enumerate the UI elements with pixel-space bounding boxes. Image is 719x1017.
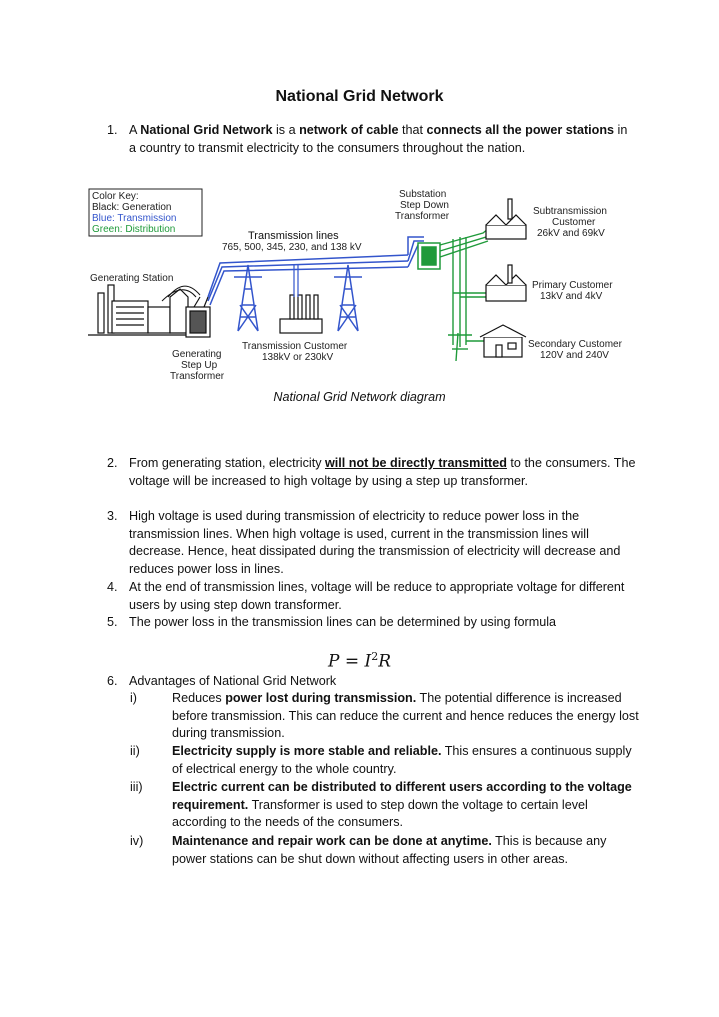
subtransmission-label-2: Customer: [552, 217, 596, 228]
list-item-2: [107, 455, 637, 490]
transmission-tower-1: [234, 265, 262, 331]
advantage-text: Reduces power lost during transmission. The potential difference is increased before transmission. This can reduce the current and hence reduces the energy lost during transmission.: [172, 691, 639, 740]
page-title: National Grid Network: [275, 88, 444, 105]
list-text: A National Grid Network is a network of cable that connects all the power stations in a country to transmit electricity to the consumers throughout the nation.: [129, 123, 628, 155]
roman-number: ii): [130, 744, 140, 758]
list-number: 5.: [107, 615, 118, 629]
roman-number: iv): [130, 834, 144, 848]
transmission-customer-voltage: 138kV or 230kV: [262, 352, 334, 363]
advantage-item-1: [130, 690, 640, 743]
step-up-label-2: Step Up: [181, 360, 218, 371]
power-loss-formula: $P = I^2R$: [327, 650, 392, 672]
list-text: At the end of transmission lines, voltage will be reduce to appropriate voltage for different users by using step down transformer.: [129, 580, 625, 612]
primary-customer-voltage: 13kV and 4kV: [540, 291, 603, 302]
step-up-label-1: Generating: [172, 349, 222, 360]
distribution-lines: [440, 229, 488, 361]
list-item-5: [107, 614, 637, 632]
color-key-blue: Blue: Transmission: [92, 213, 177, 224]
primary-customer-building-icon: [486, 265, 526, 301]
transmission-customer-factory-icon: [280, 295, 322, 333]
list-number: 3.: [107, 509, 118, 523]
list-number: 4.: [107, 580, 118, 594]
substation-label-1: Substation: [399, 189, 447, 200]
step-up-label-3: Transformer: [170, 371, 225, 382]
secondary-customer-label: Secondary Customer: [528, 339, 622, 350]
list-text: From generating station, electricity will not be directly transmitted to the consumers. The voltage will be increased to high voltage by using a step up transformer.: [129, 456, 636, 488]
generating-station-label: Generating Station: [90, 273, 174, 284]
secondary-customer-voltage: 120V and 240V: [540, 350, 609, 361]
voltages-label: 765, 500, 345, 230, and 138 kV: [222, 242, 362, 253]
advantage-item-2: [130, 743, 640, 778]
color-key-title: Color Key:: [92, 191, 139, 202]
subtransmission-label-3: 26kV and 69kV: [537, 228, 605, 239]
list-number: 6.: [107, 674, 118, 688]
list-text: Advantages of National Grid Network: [129, 674, 337, 688]
advantage-item-3: [130, 779, 640, 832]
advantage-text: Maintenance and repair work can be done at anytime. This is because any power stations can be shut down without affecting users in other areas.: [172, 834, 607, 866]
list-item-1: [107, 122, 637, 157]
advantage-text: Electric current can be distributed to different users according to the voltage requirement. Transformer is used to step down the voltage to certain level according to the needs of the consumers.: [172, 780, 632, 829]
subtransmission-customer-building-icon: [486, 199, 526, 239]
diagram-caption: National Grid Network diagram: [273, 390, 446, 404]
list-text: High voltage is used during transmission of electricity to reduce power loss in the transmission lines. When high voltage is used, current in the transmission lines will decrease. Hence, heat dissipated during the transmission of electricity will decrease and reduces power loss in lines.: [129, 509, 621, 576]
secondary-customer-house-icon: [480, 325, 526, 357]
list-text: The power loss in the transmission lines can be determined by using formula: [129, 615, 557, 629]
subtransmission-label-1: Subtransmission: [533, 206, 607, 217]
step-down-transformer-icon: [418, 243, 440, 269]
list-number: 2.: [107, 456, 118, 470]
national-grid-diagram: [88, 185, 638, 385]
primary-customer-label: Primary Customer: [532, 280, 613, 291]
substation-label-3: Transformer: [395, 211, 450, 222]
advantage-item-4: [130, 833, 640, 868]
list-number: 1.: [107, 123, 118, 137]
substation-label-2: Step Down: [400, 200, 449, 211]
list-item-6: [107, 673, 637, 691]
roman-number: iii): [130, 780, 143, 794]
step-up-transformer-icon: [186, 297, 210, 337]
list-item-3: [107, 508, 637, 578]
color-key-black: Black: Generation: [92, 202, 172, 213]
list-item-4: [107, 579, 637, 614]
color-key-green: Green: Distribution: [92, 224, 176, 235]
power-plant-icon: [88, 285, 198, 335]
roman-number: i): [130, 691, 137, 705]
transmission-customer-label: Transmission Customer: [242, 341, 348, 352]
transmission-lines-label: Transmission lines: [248, 230, 339, 242]
transmission-tower-2: [334, 265, 362, 331]
advantage-text: Electricity supply is more stable and reliable. This ensures a continuous supply of electrical energy to the whole country.: [172, 744, 632, 776]
